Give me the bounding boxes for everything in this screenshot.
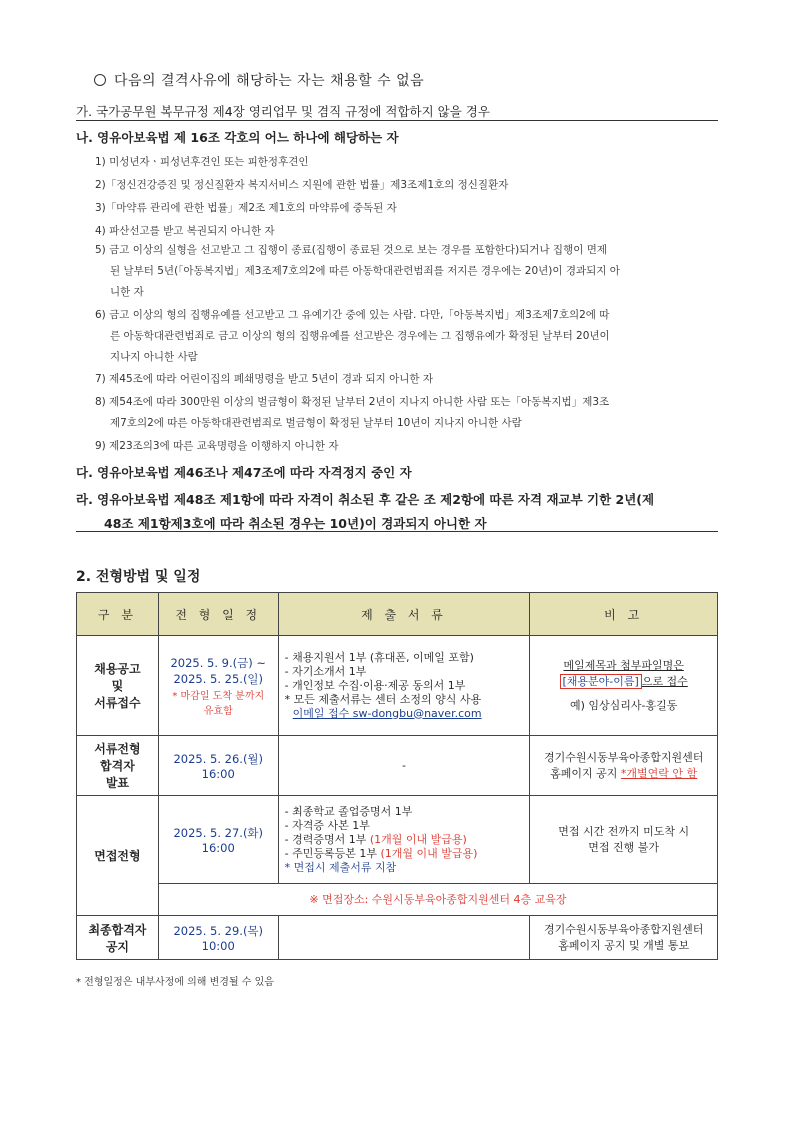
item-ga: 가. 국가공무원 복무규정 제4장 영리업무 및 겸직 규정에 적합하지 않을 경우 — [76, 104, 490, 119]
doc-line — [285, 833, 529, 847]
heading-text: 다음의 결격사유에 해당하는 자는 채용할 수 없음 — [114, 73, 425, 89]
row-remarks — [530, 736, 718, 796]
table-row — [77, 636, 718, 736]
row-label: 면접전형 — [77, 796, 159, 916]
row-documents: - — [278, 736, 530, 796]
remark-line: 경기수원시동부육아종합지원센터 — [543, 922, 704, 936]
doc-line: - 채용지원서 1부 (휴대폰, 이메일 포함) — [284, 650, 474, 664]
item-ra-line2: 48조 제1항제3호에 따라 취소된 경우는 10년)이 경과되지 아니한 자 — [104, 516, 487, 531]
label-line: 서류접수 — [94, 696, 141, 710]
sub-item: 1) 미성년자ㆍ피성년후견인 또는 피한정후견인 — [95, 156, 309, 168]
divider — [76, 531, 718, 532]
row-date — [158, 636, 278, 736]
remark-text: 홈페이지 공지 — [550, 766, 621, 780]
doc-line: - 최종학교 졸업증명서 1부 — [284, 804, 413, 818]
table-row — [77, 916, 718, 960]
doc-note: (1개월 이내 발급용) — [369, 832, 467, 846]
row-label — [77, 916, 159, 960]
row-label — [77, 636, 159, 736]
deadline-note: * 마감일 도착 분까지 — [172, 690, 265, 702]
sub-item: 3)「마약류 관리에 관한 법률」제2조 제1호의 마약류에 중독된 자 — [95, 202, 397, 214]
remark-line: 면접 시간 전까지 미도착 시 — [558, 824, 690, 838]
label-line: 합격자 — [100, 759, 135, 773]
table-row — [77, 796, 718, 884]
doc-note: (1개월 이내 발급용) — [380, 846, 478, 860]
sub-item-cont: 니한 자 — [110, 286, 144, 298]
date-line: 2025. 5. 9.(금) ~ — [170, 655, 267, 670]
item-na: 나. 영유아보육법 제 16조 각호의 어느 하나에 해당하는 자 — [76, 130, 399, 145]
sub-item-cont: 지나지 아니한 사람 — [110, 351, 198, 363]
disqualification-heading — [94, 70, 424, 90]
remark-line: 메일제목과 첨부파일명은 — [563, 658, 684, 672]
date-line: 2025. 5. 25.(일) — [173, 671, 264, 686]
circle-bullet-icon — [94, 74, 106, 86]
remark-example: 예) 임상심리사-홍길동 — [569, 698, 678, 712]
row-remarks — [530, 796, 718, 884]
remark-text: 으로 접수 — [641, 674, 688, 688]
label-line: 공지 — [105, 939, 130, 954]
row-date — [158, 796, 278, 884]
sub-item: 2)「정신건강증진 및 정신질환자 복지서비스 지원에 관한 법률」제3조제1호의 정신질환자 — [95, 179, 509, 191]
row-documents — [278, 796, 530, 884]
remark-line — [531, 674, 716, 690]
divider — [76, 120, 718, 121]
label-line: 서류전형 — [94, 742, 141, 756]
date-line: 16:00 — [201, 766, 235, 781]
doc-text: - 경력증명서 1부 — [284, 832, 370, 846]
date-line: 10:00 — [201, 938, 235, 953]
item-da: 다. 영유아보육법 제46조나 제47조에 따라 자격정지 중인 자 — [76, 465, 412, 480]
sub-item: 8) 제54조에 따라 300만원 이상의 벌금형이 확정된 날부터 2년이 지나지 아니한 사람 또는「아동복지법」제3조 — [95, 396, 610, 408]
remark-line: 홈페이지 공지 및 개별 통보 — [558, 938, 690, 952]
item-ra-line1: 라. 영유아보육법 제48조 제1항에 따라 자격이 취소된 후 같은 조 제2항에 따른 자격 재교부 기한 2년(제 — [76, 492, 655, 507]
sub-item: 5) 금고 이상의 실형을 선고받고 그 집행이 종료(집행이 종료된 것으로 보는 경우를 포함한다)되거나 집행이 면제 — [95, 244, 607, 256]
header-documents: 제 출 서 류 — [278, 593, 530, 636]
date-line: 2025. 5. 26.(월) — [173, 751, 264, 766]
row-date — [158, 736, 278, 796]
row-remarks — [530, 916, 718, 960]
remark-line: 면접 진행 불가 — [588, 840, 660, 854]
label-line: 최종합격자 — [88, 922, 147, 937]
email-link[interactable]: 이메일 접수 sw-dongbu@naver.com — [292, 706, 482, 720]
table-header-row — [77, 593, 718, 636]
table-row — [77, 884, 718, 916]
sub-item: 4) 파산선고를 받고 복권되지 아니한 자 — [95, 225, 275, 237]
sub-item: 9) 제23조의3에 따른 교육명령을 이행하지 아니한 자 — [95, 440, 339, 452]
row-documents — [278, 916, 530, 960]
remark-warning: *개별연락 안 함 — [620, 766, 698, 780]
sub-item: 7) 제45조에 따라 어린이집의 폐쇄명령을 받고 5년이 경과 되지 아니한 자 — [95, 373, 434, 385]
label-line: 발표 — [105, 776, 130, 790]
row-label — [77, 736, 159, 796]
doc-line: - 자기소개서 1부 — [284, 664, 367, 678]
deadline-note: 유효함 — [203, 705, 233, 717]
table-row — [77, 736, 718, 796]
doc-line — [285, 847, 529, 861]
schedule-table — [76, 592, 718, 960]
header-remarks: 비 고 — [530, 593, 718, 636]
date-line: 2025. 5. 27.(화) — [173, 825, 264, 840]
sub-item-cont: 된 날부터 5년(「아동복지법」제3조제7호의2에 따른 아동학대관련범죄를 저지른 경우에는 20년)이 경과되지 아 — [110, 265, 620, 277]
remark-boxed: [채용분야-이름] — [560, 674, 642, 689]
remark-line: 경기수원시동부육아종합지원센터 — [543, 750, 704, 764]
date-line: 16:00 — [201, 840, 235, 855]
doc-line: - 자격증 사본 1부 — [284, 818, 370, 832]
header-category: 구 분 — [77, 593, 159, 636]
doc-line: * 모든 제출서류는 센터 소정의 양식 사용 — [284, 692, 482, 706]
sub-item-cont: 제7호의2에 따른 아동학대관련범죄로 벌금형이 확정된 날부터 10년이 지나지 아니한 사람 — [110, 417, 522, 429]
doc-line: - 개인정보 수집·이용·제공 동의서 1부 — [284, 678, 466, 692]
sub-item: 6) 금고 이상의 형의 집행유예를 선고받고 그 유예기간 중에 있는 사람. 다만,「아동복지법」제3조제7호의2에 따 — [95, 309, 610, 321]
footnote: * 전형일정은 내부사정에 의해 변경될 수 있음 — [76, 977, 274, 988]
doc-line: * 면접시 제출서류 지참 — [284, 860, 397, 874]
row-date — [158, 916, 278, 960]
remark-line — [531, 766, 716, 782]
row-remarks — [530, 636, 718, 736]
row-documents — [278, 636, 530, 736]
doc-text: - 주민등록등본 1부 — [284, 846, 381, 860]
section-title: 2. 전형방법 및 일정 — [76, 569, 201, 585]
label-line: 및 — [111, 679, 124, 693]
date-line: 2025. 5. 29.(목) — [173, 923, 264, 938]
interview-venue: ※ 면접장소: 수원시동부육아종합지원센터 4층 교육장 — [158, 884, 717, 916]
label-line: 채용공고 — [94, 662, 141, 676]
sub-item-cont: 른 아동학대관련범죄로 금고 이상의 형의 집행유예를 선고받은 경우에는 그 집행유예가 확정된 날부터 20년이 — [110, 330, 610, 342]
header-schedule: 전 형 일 정 — [158, 593, 278, 636]
